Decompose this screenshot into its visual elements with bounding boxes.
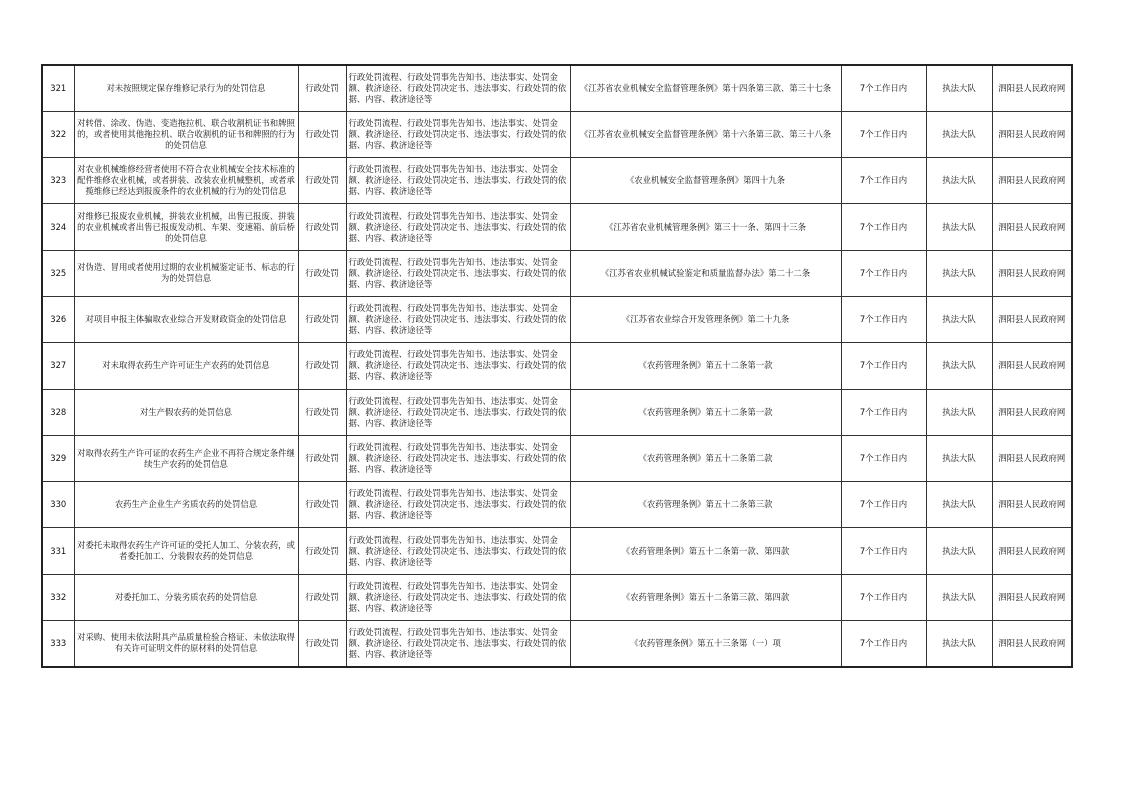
disclosure-content-cell: 行政处罚流程、行政处罚事先告知书、违法事实、处罚金额、救济途径、行政处罚决定书、违法事实、行政处罚的依据、内容、救济途径等	[346, 621, 570, 667]
item-type-cell: 行政处罚	[298, 111, 346, 157]
row-number-cell: 324	[42, 204, 74, 250]
disclosure-channel-cell: 泗阳县人民政府网	[992, 574, 1072, 620]
time-limit-cell: 7个工作日内	[841, 204, 926, 250]
item-type-cell: 行政处罚	[298, 389, 346, 435]
disclosure-content-cell: 行政处罚流程、行政处罚事先告知书、违法事实、处罚金额、救济途径、行政处罚决定书、违法事实、行政处罚的依据、内容、救济途径等	[346, 65, 570, 111]
time-limit-cell: 7个工作日内	[841, 158, 926, 204]
table-row	[42, 528, 1072, 574]
row-number-cell: 333	[42, 621, 74, 667]
disclosure-content-cell: 行政处罚流程、行政处罚事先告知书、违法事实、处罚金额、救济途径、行政处罚决定书、违法事实、行政处罚的依据、内容、救济途径等	[346, 296, 570, 342]
item-type-cell: 行政处罚	[298, 204, 346, 250]
disclosure-channel-cell: 泗阳县人民政府网	[992, 389, 1072, 435]
item-name-cell: 对委托未取得农药生产许可证的受托人加工、分装农药，或者委托加工、分装假农药的处罚信息	[74, 528, 298, 574]
item-name-cell: 农药生产企业生产劣质农药的处罚信息	[74, 482, 298, 528]
table-row	[42, 250, 1072, 296]
legal-basis-cell: 《农药管理条例》第五十三条第（一）项	[570, 621, 841, 667]
disclosure-content-cell: 行政处罚流程、行政处罚事先告知书、违法事实、处罚金额、救济途径、行政处罚决定书、违法事实、行政处罚的依据、内容、救济途径等	[346, 574, 570, 620]
table-body	[42, 65, 1072, 667]
time-limit-cell: 7个工作日内	[841, 343, 926, 389]
disclosure-channel-cell: 泗阳县人民政府网	[992, 204, 1072, 250]
item-name-cell: 对委托加工、分装劣质农药的处罚信息	[74, 574, 298, 620]
disclosure-channel-cell: 泗阳县人民政府网	[992, 296, 1072, 342]
legal-basis-cell: 《江苏省农业机械安全监督管理条例》第十六条第三款、第三十八条	[570, 111, 841, 157]
table-row	[42, 389, 1072, 435]
legal-basis-cell: 《江苏省农业综合开发管理条例》第二十九条	[570, 296, 841, 342]
table-row	[42, 65, 1072, 111]
responsible-department-cell: 执法大队	[926, 343, 992, 389]
time-limit-cell: 7个工作日内	[841, 296, 926, 342]
table-row	[42, 574, 1072, 620]
disclosure-content-cell: 行政处罚流程、行政处罚事先告知书、违法事实、处罚金额、救济途径、行政处罚决定书、违法事实、行政处罚的依据、内容、救济途径等	[346, 204, 570, 250]
disclosure-channel-cell: 泗阳县人民政府网	[992, 250, 1072, 296]
legal-basis-cell: 《农药管理条例》第五十二条第一款	[570, 389, 841, 435]
time-limit-cell: 7个工作日内	[841, 528, 926, 574]
item-type-cell: 行政处罚	[298, 343, 346, 389]
item-name-cell: 对生产假农药的处罚信息	[74, 389, 298, 435]
table-row	[42, 296, 1072, 342]
disclosure-content-cell: 行政处罚流程、行政处罚事先告知书、违法事实、处罚金额、救济途径、行政处罚决定书、违法事实、行政处罚的依据、内容、救济途径等	[346, 158, 570, 204]
disclosure-content-cell: 行政处罚流程、行政处罚事先告知书、违法事实、处罚金额、救济途径、行政处罚决定书、违法事实、行政处罚的依据、内容、救济途径等	[346, 250, 570, 296]
legal-basis-cell: 《农药管理条例》第五十二条第三款、第四款	[570, 574, 841, 620]
disclosure-content-cell: 行政处罚流程、行政处罚事先告知书、违法事实、处罚金额、救济途径、行政处罚决定书、违法事实、行政处罚的依据、内容、救济途径等	[346, 482, 570, 528]
item-type-cell: 行政处罚	[298, 528, 346, 574]
disclosure-table	[41, 64, 1073, 668]
legal-basis-cell: 《农药管理条例》第五十二条第三款	[570, 482, 841, 528]
item-type-cell: 行政处罚	[298, 250, 346, 296]
responsible-department-cell: 执法大队	[926, 435, 992, 481]
disclosure-channel-cell: 泗阳县人民政府网	[992, 528, 1072, 574]
table-row	[42, 343, 1072, 389]
disclosure-channel-cell: 泗阳县人民政府网	[992, 65, 1072, 111]
item-name-cell: 对伪造、冒用或者使用过期的农业机械鉴定证书、标志的行为的处罚信息	[74, 250, 298, 296]
legal-basis-cell: 《江苏省农业机械管理条例》第三十一条、第四十三条	[570, 204, 841, 250]
legal-basis-cell: 《农药管理条例》第五十二条第二款	[570, 435, 841, 481]
responsible-department-cell: 执法大队	[926, 528, 992, 574]
table-row	[42, 158, 1072, 204]
row-number-cell: 327	[42, 343, 74, 389]
item-type-cell: 行政处罚	[298, 158, 346, 204]
legal-basis-cell: 《农业机械安全监督管理条例》第四十九条	[570, 158, 841, 204]
legal-basis-cell: 《农药管理条例》第五十二条第一款	[570, 343, 841, 389]
row-number-cell: 323	[42, 158, 74, 204]
responsible-department-cell: 执法大队	[926, 250, 992, 296]
table-row	[42, 435, 1072, 481]
disclosure-content-cell: 行政处罚流程、行政处罚事先告知书、违法事实、处罚金额、救济途径、行政处罚决定书、违法事实、行政处罚的依据、内容、救济途径等	[346, 435, 570, 481]
responsible-department-cell: 执法大队	[926, 296, 992, 342]
item-type-cell: 行政处罚	[298, 574, 346, 620]
time-limit-cell: 7个工作日内	[841, 389, 926, 435]
table-row	[42, 204, 1072, 250]
disclosure-channel-cell: 泗阳县人民政府网	[992, 482, 1072, 528]
item-name-cell: 对维修已报废农业机械，拼装农业机械，出售已报废、拼装的农业机械或者出售已报废发动机、车架、变速箱、前后桥的处罚信息	[74, 204, 298, 250]
row-number-cell: 329	[42, 435, 74, 481]
item-type-cell: 行政处罚	[298, 296, 346, 342]
responsible-department-cell: 执法大队	[926, 574, 992, 620]
row-number-cell: 325	[42, 250, 74, 296]
row-number-cell: 330	[42, 482, 74, 528]
row-number-cell: 328	[42, 389, 74, 435]
disclosure-channel-cell: 泗阳县人民政府网	[992, 111, 1072, 157]
disclosure-content-cell: 行政处罚流程、行政处罚事先告知书、违法事实、处罚金额、救济途径、行政处罚决定书、违法事实、行政处罚的依据、内容、救济途径等	[346, 343, 570, 389]
item-name-cell: 对农业机械维修经营者使用不符合农业机械安全技术标准的配件维修农业机械，或者拼装、改装农业机械整机，或者承揽维修已经达到报废条件的农业机械的行为的处罚信息	[74, 158, 298, 204]
time-limit-cell: 7个工作日内	[841, 250, 926, 296]
responsible-department-cell: 执法大队	[926, 204, 992, 250]
row-number-cell: 322	[42, 111, 74, 157]
item-type-cell: 行政处罚	[298, 482, 346, 528]
item-type-cell: 行政处罚	[298, 621, 346, 667]
item-name-cell: 对未取得农药生产许可证生产农药的处罚信息	[74, 343, 298, 389]
time-limit-cell: 7个工作日内	[841, 574, 926, 620]
row-number-cell: 321	[42, 65, 74, 111]
disclosure-channel-cell: 泗阳县人民政府网	[992, 343, 1072, 389]
item-name-cell: 对未按照规定保存维修记录行为的处罚信息	[74, 65, 298, 111]
responsible-department-cell: 执法大队	[926, 65, 992, 111]
disclosure-content-cell: 行政处罚流程、行政处罚事先告知书、违法事实、处罚金额、救济途径、行政处罚决定书、违法事实、行政处罚的依据、内容、救济途径等	[346, 528, 570, 574]
item-type-cell: 行政处罚	[298, 65, 346, 111]
item-name-cell: 对转借、涂改、伪造、变造拖拉机、联合收割机证书和牌照的，或者使用其他拖拉机、联合收割机的证书和牌照的行为的处罚信息	[74, 111, 298, 157]
table-row	[42, 482, 1072, 528]
item-name-cell: 对采购、使用未依法附具产品质量检验合格证、未依法取得有关许可证明文件的原材料的处罚信息	[74, 621, 298, 667]
responsible-department-cell: 执法大队	[926, 111, 992, 157]
table-row	[42, 111, 1072, 157]
item-name-cell: 对取得农药生产许可证的农药生产企业不再符合规定条件继续生产农药的处罚信息	[74, 435, 298, 481]
disclosure-channel-cell: 泗阳县人民政府网	[992, 158, 1072, 204]
disclosure-content-cell: 行政处罚流程、行政处罚事先告知书、违法事实、处罚金额、救济途径、行政处罚决定书、违法事实、行政处罚的依据、内容、救济途径等	[346, 389, 570, 435]
row-number-cell: 332	[42, 574, 74, 620]
responsible-department-cell: 执法大队	[926, 621, 992, 667]
disclosure-channel-cell: 泗阳县人民政府网	[992, 621, 1072, 667]
item-type-cell: 行政处罚	[298, 435, 346, 481]
responsible-department-cell: 执法大队	[926, 389, 992, 435]
row-number-cell: 331	[42, 528, 74, 574]
time-limit-cell: 7个工作日内	[841, 482, 926, 528]
item-name-cell: 对项目申报主体骗取农业综合开发财政资金的处罚信息	[74, 296, 298, 342]
time-limit-cell: 7个工作日内	[841, 111, 926, 157]
row-number-cell: 326	[42, 296, 74, 342]
time-limit-cell: 7个工作日内	[841, 65, 926, 111]
responsible-department-cell: 执法大队	[926, 158, 992, 204]
disclosure-channel-cell: 泗阳县人民政府网	[992, 435, 1072, 481]
time-limit-cell: 7个工作日内	[841, 621, 926, 667]
legal-basis-cell: 《江苏省农业机械安全监督管理条例》第十四条第三款、第三十七条	[570, 65, 841, 111]
time-limit-cell: 7个工作日内	[841, 435, 926, 481]
table-row	[42, 621, 1072, 667]
legal-basis-cell: 《农药管理条例》第五十二条第一款、第四款	[570, 528, 841, 574]
responsible-department-cell: 执法大队	[926, 482, 992, 528]
disclosure-content-cell: 行政处罚流程、行政处罚事先告知书、违法事实、处罚金额、救济途径、行政处罚决定书、违法事实、行政处罚的依据、内容、救济途径等	[346, 111, 570, 157]
legal-basis-cell: 《江苏省农业机械试验鉴定和质量监督办法》第二十二条	[570, 250, 841, 296]
